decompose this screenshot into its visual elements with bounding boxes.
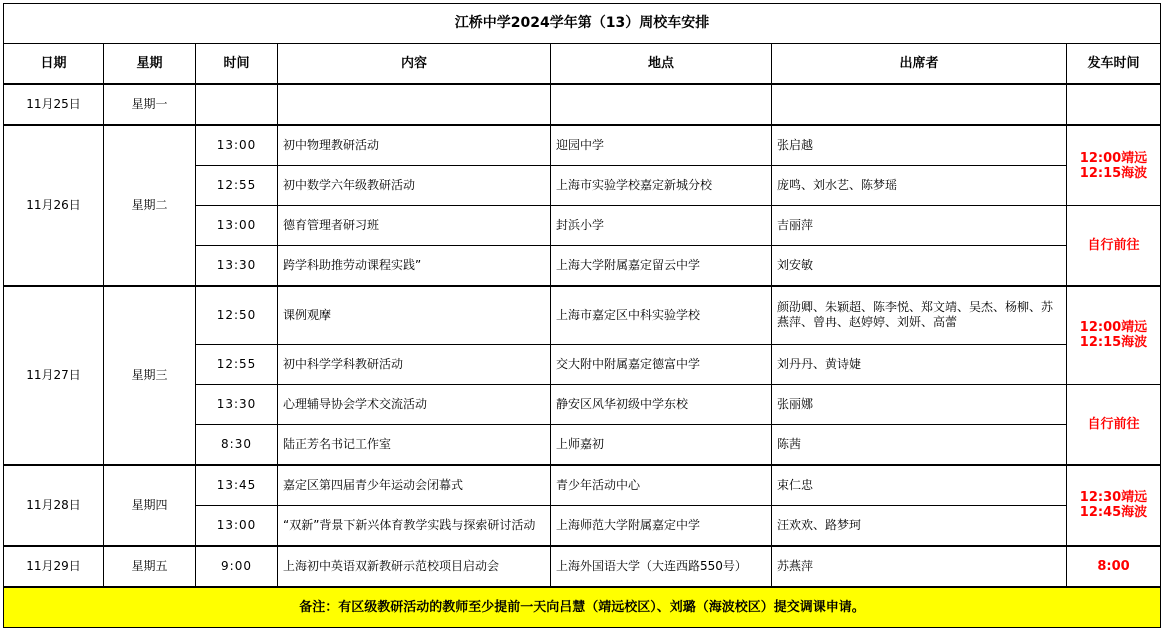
departure-time: 12:45海波	[1079, 505, 1148, 520]
content-cell: 跨学科助推劳动课程实践”	[278, 246, 551, 287]
note-text: 备注：有区级教研活动的教师至少提前一天向吕慧（靖远校区）、刘璐（海波校区）提交调课申请。	[4, 587, 1161, 628]
departure-cell	[1067, 125, 1161, 206]
time-cell: 13:00	[196, 505, 278, 546]
location-header: 地点	[551, 44, 772, 85]
location-cell: 上海市实验学校嘉定新城分校	[551, 166, 772, 206]
content-cell: 陆正芳名书记工作室	[278, 424, 551, 465]
table-row	[4, 546, 1161, 587]
attendees-cell	[772, 84, 1067, 125]
time-header: 时间	[196, 44, 278, 85]
weekday-cell: 星期四	[104, 465, 196, 546]
attendees-cell: 苏燕萍	[772, 546, 1067, 587]
time-cell: 12:50	[196, 286, 278, 344]
content-cell: 初中科学学科教研活动	[278, 344, 551, 384]
attendees-cell: 刘安敏	[772, 246, 1067, 287]
time-cell: 12:55	[196, 166, 278, 206]
departure-header: 发车时间	[1067, 44, 1161, 85]
departure-time: 12:00靖远	[1079, 150, 1148, 166]
date-cell: 11月28日	[4, 465, 104, 546]
table-row	[4, 286, 1161, 344]
departure-cell	[1067, 286, 1161, 384]
location-cell	[551, 84, 772, 125]
time-cell: 13:45	[196, 465, 278, 506]
departure-time: 12:00靖远	[1079, 320, 1148, 336]
location-cell: 上海大学附属嘉定留云中学	[551, 246, 772, 287]
location-cell: 静安区风华初级中学东校	[551, 384, 772, 424]
date-header: 日期	[4, 44, 104, 85]
date-cell: 11月25日	[4, 84, 104, 125]
departure-time: 自行前往	[1087, 238, 1140, 253]
date-cell: 11月26日	[4, 125, 104, 286]
location-cell: 交大附中附属嘉定德富中学	[551, 344, 772, 384]
attendees-cell: 张丽娜	[772, 384, 1067, 424]
departure-time: 12:30靖远	[1079, 490, 1148, 505]
date-cell: 11月29日	[4, 546, 104, 587]
attendees-cell: 张启越	[772, 125, 1067, 166]
attendees-cell: 汪欢欢、路梦珂	[772, 505, 1067, 546]
schedule-table	[3, 3, 1161, 628]
time-cell: 9:00	[196, 546, 278, 587]
time-cell: 8:30	[196, 424, 278, 465]
time-cell: 13:00	[196, 206, 278, 246]
departure-time: 12:15海波	[1079, 335, 1148, 351]
attendees-header: 出席者	[772, 44, 1067, 85]
location-cell: 上海市嘉定区中科实验学校	[551, 286, 772, 344]
departure-cell	[1067, 384, 1161, 465]
attendees-cell: 颜劭卿、朱颖超、陈李悦、郑文靖、吴杰、杨柳、苏燕萍、曾冉、赵婷婷、刘妍、高蕾	[772, 286, 1067, 344]
note-row	[4, 587, 1161, 628]
location-cell: 封浜小学	[551, 206, 772, 246]
table-row	[4, 465, 1161, 506]
time-cell: 12:55	[196, 344, 278, 384]
content-cell: “双新”背景下新兴体育教学实践与探索研讨活动	[278, 505, 551, 546]
date-cell: 11月27日	[4, 286, 104, 465]
weekday-header: 星期	[104, 44, 196, 85]
departure-time: 自行前往	[1087, 416, 1140, 432]
location-cell: 青少年活动中心	[551, 465, 772, 506]
time-cell: 13:30	[196, 384, 278, 424]
content-cell: 初中数学六年级教研活动	[278, 166, 551, 206]
header-row	[4, 44, 1161, 85]
departure-cell	[1067, 206, 1161, 287]
content-header: 内容	[278, 44, 551, 85]
time-cell: 13:00	[196, 125, 278, 166]
departure-cell	[1067, 465, 1161, 546]
departure-time: 12:15海波	[1079, 165, 1148, 181]
location-cell: 上师嘉初	[551, 424, 772, 465]
page-title: 江桥中学2024学年第（13）周校车安排	[4, 4, 1161, 44]
table-row	[4, 125, 1161, 166]
attendees-cell: 刘丹丹、黄诗婕	[772, 344, 1067, 384]
attendees-cell: 陈茜	[772, 424, 1067, 465]
attendees-cell: 吉丽萍	[772, 206, 1067, 246]
time-cell: 13:30	[196, 246, 278, 287]
departure-cell	[1067, 84, 1161, 125]
weekday-cell: 星期五	[104, 546, 196, 587]
table-row	[4, 84, 1161, 125]
weekday-cell: 星期一	[104, 84, 196, 125]
content-cell: 嘉定区第四届青少年运动会闭幕式	[278, 465, 551, 506]
content-cell: 课例观摩	[278, 286, 551, 344]
attendees-cell: 束仁忠	[772, 465, 1067, 506]
departure-cell	[1067, 546, 1161, 587]
content-cell: 心理辅导协会学术交流活动	[278, 384, 551, 424]
content-cell	[278, 84, 551, 125]
attendees-cell: 庞鸣、刘水艺、陈梦瑶	[772, 166, 1067, 206]
location-cell: 上海外国语大学（大连西路550号）	[551, 546, 772, 587]
time-cell	[196, 84, 278, 125]
location-cell: 迎园中学	[551, 125, 772, 166]
content-cell: 初中物理教研活动	[278, 125, 551, 166]
content-cell: 上海初中英语双新教研示范校项目启动会	[278, 546, 551, 587]
location-cell: 上海师范大学附属嘉定中学	[551, 505, 772, 546]
content-cell: 德育管理者研习班	[278, 206, 551, 246]
departure-time: 8:00	[1097, 558, 1130, 574]
weekday-cell: 星期二	[104, 125, 196, 286]
weekday-cell: 星期三	[104, 286, 196, 465]
